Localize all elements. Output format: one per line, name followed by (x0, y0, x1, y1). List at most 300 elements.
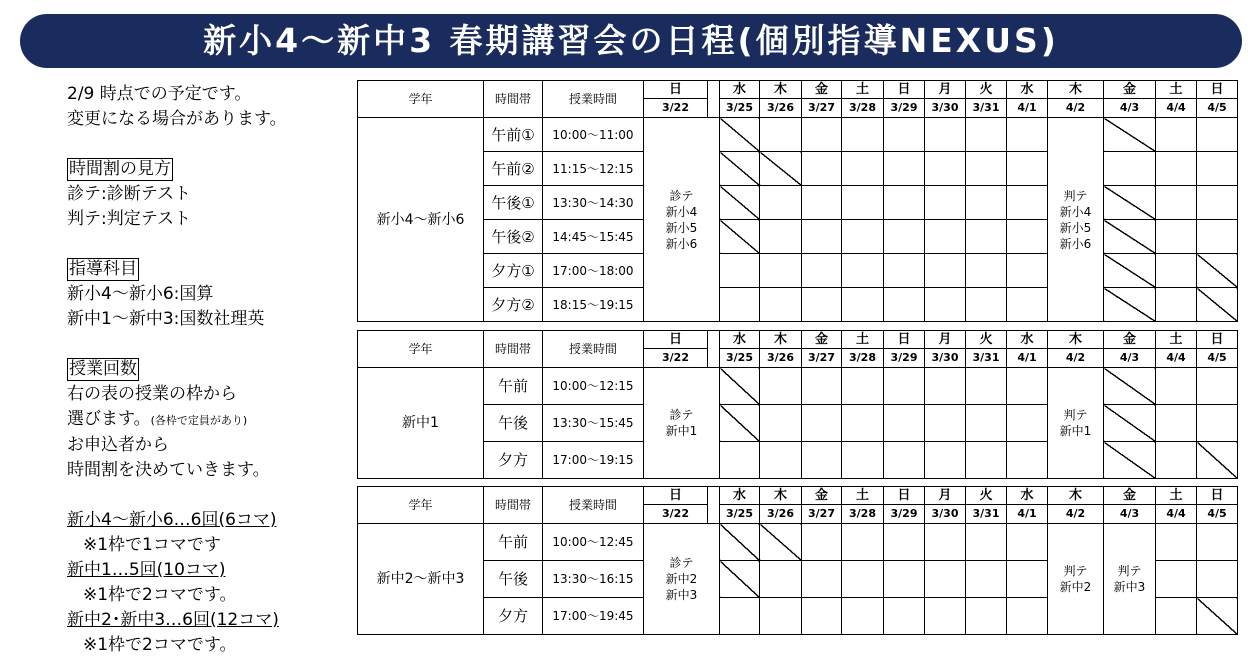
schedule-slot (1007, 405, 1048, 442)
schedule-slot (1197, 524, 1238, 561)
schedule-slot (1007, 368, 1048, 405)
schedule-slot (966, 598, 1007, 635)
table-row (358, 288, 1238, 322)
schedule-slot (1156, 405, 1197, 442)
schedule-slot (802, 254, 842, 288)
subjects-elementary: 新小4～新小6:国算 (67, 284, 214, 304)
day-of-week: 土 (842, 331, 884, 349)
lesson-time: 10:00～11:00 (543, 118, 644, 152)
schedule-slot (842, 288, 884, 322)
schedule-slot (1156, 220, 1197, 254)
spacer (708, 331, 720, 368)
schedule-slot (842, 186, 884, 220)
schedule-slot (1197, 118, 1238, 152)
schedule-slot (802, 220, 842, 254)
schedule-slot (720, 254, 760, 288)
date: 3/30 (925, 505, 966, 524)
schedule-slot (802, 118, 842, 152)
lesson-time: 13:30～15:45 (543, 405, 644, 442)
day-of-week: 木 (760, 487, 802, 505)
time-slot: 午前① (484, 118, 543, 152)
subjects-junior-high: 新中1～新中3:国数社理英 (67, 309, 265, 329)
schedule-slot (925, 524, 966, 561)
day-of-week: 金 (802, 331, 842, 349)
day-of-week: 木 (1048, 81, 1104, 99)
schedule-slot (925, 288, 966, 322)
lesson-count-line-1: 右の表の授業の枠から (67, 384, 237, 404)
day-of-week: 日 (1197, 331, 1238, 349)
cell-text: 新小6 (665, 236, 698, 251)
schedule-slot (884, 368, 925, 405)
day-of-week: 日 (884, 331, 925, 349)
cell-text: 新中1 (1059, 424, 1092, 438)
schedule-slot (966, 254, 1007, 288)
diagnostic-test-cell (644, 524, 720, 635)
day-of-week: 日 (1197, 81, 1238, 99)
schedule-slot (760, 598, 802, 635)
schedule-slot (802, 405, 842, 442)
schedule-slot (1156, 118, 1197, 152)
lesson-time: 17:00～18:00 (543, 254, 644, 288)
schedule-slot (842, 368, 884, 405)
day-of-week: 土 (842, 487, 884, 505)
date: 3/22 (644, 505, 708, 524)
table-row (358, 118, 1238, 152)
schedule-slot (760, 561, 802, 598)
day-of-week: 月 (925, 81, 966, 99)
date: 4/5 (1197, 99, 1238, 118)
date: 3/28 (842, 349, 884, 368)
schedule-slot (884, 405, 925, 442)
schedule-slot (1197, 561, 1238, 598)
unavailable-slot (1197, 442, 1238, 479)
date: 3/31 (966, 505, 1007, 524)
schedule-slot (884, 118, 925, 152)
judgement-test-cell (1048, 524, 1104, 635)
schedule-slot (760, 368, 802, 405)
time-slot: 午前 (484, 368, 543, 405)
date: 3/25 (720, 349, 760, 368)
schedule-slot (1156, 524, 1197, 561)
schedule-table-jh1 (357, 330, 1238, 479)
time-slot: 午前② (484, 152, 543, 186)
date: 4/5 (1197, 349, 1238, 368)
unavailable-slot (1104, 368, 1156, 405)
title-banner (20, 14, 1242, 68)
capacity-note: (各枠で定員があり) (150, 414, 248, 427)
unavailable-slot (720, 561, 760, 598)
lesson-count-line-2: 選びます。 (67, 409, 151, 429)
lesson-time: 13:30～16:15 (543, 561, 644, 598)
section-heading-subjects: 指導科目 (69, 259, 137, 279)
date: 3/28 (842, 99, 884, 118)
schedule-slot (966, 561, 1007, 598)
schedule-slot (1156, 152, 1197, 186)
intro-line-2: 変更になる場合があります。 (67, 109, 287, 129)
day-of-week: 水 (720, 81, 760, 99)
day-of-week: 土 (842, 81, 884, 99)
schedule-slot (966, 118, 1007, 152)
time-slot: 午後 (484, 405, 543, 442)
unavailable-slot (1104, 405, 1156, 442)
date: 3/25 (720, 505, 760, 524)
schedule-slot (966, 288, 1007, 322)
schedule-slot (884, 220, 925, 254)
day-of-week: 土 (1156, 487, 1197, 505)
cell-text: 新中1 (665, 424, 698, 438)
table-row (358, 405, 1238, 442)
date: 4/3 (1104, 505, 1156, 524)
header-period: 時間帯 (484, 331, 543, 368)
day-of-week: 火 (966, 331, 1007, 349)
unavailable-slot (1104, 442, 1156, 479)
schedule-slot (1197, 152, 1238, 186)
grade-label: 新中1 (358, 368, 484, 479)
cell-text: 判テ (1063, 564, 1088, 578)
day-of-week: 日 (644, 487, 708, 505)
schedule-slot (884, 254, 925, 288)
schedule-slot (925, 118, 966, 152)
schedule-slot (884, 561, 925, 598)
cell-text: 新小6 (1059, 236, 1092, 251)
cell-text: 新小4 (1059, 204, 1092, 219)
date: 3/22 (644, 349, 708, 368)
day-of-week: 月 (925, 487, 966, 505)
header-lesson-time: 授業時間 (543, 81, 644, 118)
day-of-week: 水 (720, 487, 760, 505)
unavailable-slot (1104, 288, 1156, 322)
schedule-table-jh2-3 (357, 486, 1238, 635)
schedule-slot (1007, 561, 1048, 598)
legend-judgement-test: 判テ:判定テスト (67, 209, 192, 229)
date: 3/27 (802, 505, 842, 524)
table-row (358, 220, 1238, 254)
schedule-slot (802, 561, 842, 598)
schedule-slot (842, 598, 884, 635)
schedule-slot (760, 254, 802, 288)
date: 4/4 (1156, 349, 1197, 368)
date: 4/2 (1048, 349, 1104, 368)
time-slot: 午後① (484, 186, 543, 220)
diagnostic-test-cell (644, 118, 720, 322)
spacer (708, 81, 720, 118)
schedule-slot (1007, 254, 1048, 288)
section-heading-schedule-guide: 時間割の見方 (69, 159, 171, 179)
schedule-slot (884, 288, 925, 322)
cell-text: 診テ (669, 408, 694, 422)
time-slot: 午前 (484, 524, 543, 561)
schedule-slot (1197, 368, 1238, 405)
schedule-slot (884, 152, 925, 186)
date: 3/26 (760, 505, 802, 524)
cell-text: 新中3 (1113, 580, 1146, 594)
date: 4/1 (1007, 99, 1048, 118)
header-period: 時間帯 (484, 81, 543, 118)
day-of-week: 月 (925, 331, 966, 349)
schedule-slot (1156, 442, 1197, 479)
day-of-week: 土 (1156, 331, 1197, 349)
schedule-slot (884, 524, 925, 561)
unavailable-slot (720, 405, 760, 442)
grade-label: 新中2～新中3 (358, 524, 484, 635)
cell-text: 診テ (669, 556, 694, 570)
cell-text: 新小4 (665, 204, 698, 219)
lesson-time: 13:30～14:30 (543, 186, 644, 220)
schedule-slot (925, 254, 966, 288)
day-of-week: 水 (1007, 81, 1048, 99)
cell-text: 判テ (1063, 188, 1088, 203)
date: 3/27 (802, 99, 842, 118)
page-title: 新小4～新中3 春期講習会の日程(個別指導NEXUS) (203, 21, 1059, 60)
table-row (358, 186, 1238, 220)
date: 3/28 (842, 505, 884, 524)
unavailable-slot (720, 186, 760, 220)
day-of-week: 水 (720, 331, 760, 349)
day-of-week: 日 (884, 81, 925, 99)
schedule-slot (884, 186, 925, 220)
schedule-slot (966, 442, 1007, 479)
schedule-slot (925, 220, 966, 254)
intro-line-1: 2/9 時点での予定です。 (67, 84, 252, 104)
schedule-slot (842, 152, 884, 186)
lesson-time: 17:00～19:45 (543, 598, 644, 635)
schedule-slot (1197, 405, 1238, 442)
cell-text: 新小5 (665, 220, 698, 235)
judgement-test-cell (1048, 368, 1104, 479)
schedule-slot (760, 405, 802, 442)
schedule-slot (1197, 220, 1238, 254)
schedule-table-elementary (357, 80, 1238, 322)
schedule-slot (760, 118, 802, 152)
schedule-slot (1007, 220, 1048, 254)
lesson-count-line-4: 時間割を決めていきます。 (67, 460, 270, 480)
date: 4/3 (1104, 349, 1156, 368)
table-row (358, 254, 1238, 288)
unavailable-slot (760, 152, 802, 186)
day-of-week: 日 (644, 81, 708, 99)
schedule-slot (966, 405, 1007, 442)
day-of-week: 水 (1007, 331, 1048, 349)
schedule-slot (1007, 524, 1048, 561)
date: 3/27 (802, 349, 842, 368)
schedule-slot (925, 186, 966, 220)
day-of-week: 木 (1048, 331, 1104, 349)
date: 4/4 (1156, 99, 1197, 118)
time-slot: 夕方① (484, 254, 543, 288)
judgement-test-cell (1048, 118, 1104, 322)
count-elementary-note: ※1枠で1コマです (83, 535, 221, 555)
cell-text: 診テ (669, 188, 694, 203)
schedule-slot (842, 442, 884, 479)
schedule-slot (802, 598, 842, 635)
day-of-week: 木 (760, 331, 802, 349)
header-grade: 学年 (358, 81, 484, 118)
day-of-week: 水 (1007, 487, 1048, 505)
judgement-test-cell (1104, 524, 1156, 635)
schedule-slot (842, 561, 884, 598)
grade-label: 新小4～新小6 (358, 118, 484, 322)
schedule-slot (802, 368, 842, 405)
schedule-slot (925, 561, 966, 598)
day-of-week: 金 (1104, 487, 1156, 505)
date: 4/4 (1156, 505, 1197, 524)
spacer (708, 487, 720, 524)
schedule-slot (1007, 598, 1048, 635)
schedule-slot (925, 152, 966, 186)
schedule-slot (802, 524, 842, 561)
schedule-slot (842, 524, 884, 561)
table-row (358, 524, 1238, 561)
schedule-slot (760, 186, 802, 220)
schedule-slot (966, 524, 1007, 561)
schedule-slot (966, 220, 1007, 254)
schedule-slot (966, 152, 1007, 186)
schedule-slot (1156, 561, 1197, 598)
date: 4/1 (1007, 349, 1048, 368)
schedule-slot (1156, 598, 1197, 635)
date: 3/31 (966, 349, 1007, 368)
cell-text: 新小5 (1059, 220, 1092, 235)
schedule-slot (1156, 288, 1197, 322)
schedule-slot (925, 598, 966, 635)
schedule-slot (760, 220, 802, 254)
unavailable-slot (1197, 254, 1238, 288)
day-of-week: 木 (1048, 487, 1104, 505)
day-of-week: 金 (1104, 81, 1156, 99)
unavailable-slot (760, 524, 802, 561)
schedule-slot (925, 368, 966, 405)
cell-text: 新中3 (665, 588, 698, 602)
count-elementary: 新小4～新小6…6回(6コマ) (67, 510, 277, 530)
date: 3/26 (760, 99, 802, 118)
schedule-slot (925, 405, 966, 442)
legend-diagnostic-test: 診テ:診断テスト (67, 184, 192, 204)
lesson-count-line-3: お申込者から (67, 435, 169, 455)
unavailable-slot (1104, 220, 1156, 254)
day-of-week: 金 (802, 487, 842, 505)
schedule-slot (1156, 186, 1197, 220)
cell-text: 新中2 (665, 572, 698, 586)
schedule-slot (842, 118, 884, 152)
notes-panel (67, 82, 357, 658)
table-row (358, 368, 1238, 405)
count-jh2-3-note: ※1枠で2コマです。 (83, 635, 237, 655)
day-of-week: 火 (966, 487, 1007, 505)
unavailable-slot (720, 524, 760, 561)
schedule-slot (966, 368, 1007, 405)
section-heading-lesson-count: 授業回数 (69, 359, 137, 379)
schedule-slot (1007, 152, 1048, 186)
table-row (358, 442, 1238, 479)
date: 3/29 (884, 99, 925, 118)
header-grade: 学年 (358, 487, 484, 524)
unavailable-slot (1197, 288, 1238, 322)
unavailable-slot (1104, 254, 1156, 288)
date: 3/31 (966, 99, 1007, 118)
table-row (358, 152, 1238, 186)
count-jh2-3: 新中2･新中3…6回(12コマ) (67, 610, 279, 630)
diagnostic-test-cell (644, 368, 720, 479)
date: 4/3 (1104, 99, 1156, 118)
time-slot: 夕方② (484, 288, 543, 322)
date: 3/30 (925, 99, 966, 118)
schedule-slot (1007, 186, 1048, 220)
day-of-week: 金 (802, 81, 842, 99)
unavailable-slot (720, 368, 760, 405)
unavailable-slot (720, 118, 760, 152)
date: 4/5 (1197, 505, 1238, 524)
date: 4/1 (1007, 505, 1048, 524)
date: 3/26 (760, 349, 802, 368)
schedule-slot (842, 220, 884, 254)
schedule-slot (1197, 186, 1238, 220)
schedule-slot (1007, 442, 1048, 479)
time-slot: 午後② (484, 220, 543, 254)
day-of-week: 金 (1104, 331, 1156, 349)
unavailable-slot (1104, 186, 1156, 220)
schedule-slot (1104, 152, 1156, 186)
day-of-week: 木 (760, 81, 802, 99)
schedule-slot (842, 254, 884, 288)
date: 3/22 (644, 99, 708, 118)
schedule-slot (802, 186, 842, 220)
time-slot: 午後 (484, 561, 543, 598)
time-slot: 夕方 (484, 442, 543, 479)
header-lesson-time: 授業時間 (543, 487, 644, 524)
date: 4/2 (1048, 505, 1104, 524)
cell-text: 判テ (1117, 564, 1142, 578)
unavailable-slot (720, 152, 760, 186)
count-jh1-note: ※1枠で2コマです。 (83, 585, 237, 605)
count-jh1: 新中1…5回(10コマ) (67, 560, 226, 580)
lesson-time: 14:45～15:45 (543, 220, 644, 254)
schedule-slot (1156, 368, 1197, 405)
time-slot: 夕方 (484, 598, 543, 635)
schedule-slot (720, 442, 760, 479)
day-of-week: 日 (644, 331, 708, 349)
date: 3/25 (720, 99, 760, 118)
unavailable-slot (1197, 598, 1238, 635)
lesson-time: 17:00～19:15 (543, 442, 644, 479)
schedule-slot (1007, 288, 1048, 322)
schedule-slot (842, 405, 884, 442)
date: 3/29 (884, 349, 925, 368)
cell-text: 判テ (1063, 408, 1088, 422)
header-period: 時間帯 (484, 487, 543, 524)
schedule-slot (1156, 254, 1197, 288)
schedule-slot (720, 598, 760, 635)
day-of-week: 日 (1197, 487, 1238, 505)
unavailable-slot (720, 220, 760, 254)
date: 3/29 (884, 505, 925, 524)
schedule-slot (760, 288, 802, 322)
schedule-slot (802, 442, 842, 479)
schedule-slot (802, 288, 842, 322)
date: 3/30 (925, 349, 966, 368)
lesson-time: 10:00～12:15 (543, 368, 644, 405)
day-of-week: 日 (884, 487, 925, 505)
lesson-time: 18:15～19:15 (543, 288, 644, 322)
lesson-time: 11:15～12:15 (543, 152, 644, 186)
day-of-week: 土 (1156, 81, 1197, 99)
schedule-slot (760, 442, 802, 479)
lesson-time: 10:00～12:45 (543, 524, 644, 561)
header-lesson-time: 授業時間 (543, 331, 644, 368)
schedule-slot (720, 288, 760, 322)
schedule-slot (884, 598, 925, 635)
schedule-slot (884, 442, 925, 479)
header-grade: 学年 (358, 331, 484, 368)
